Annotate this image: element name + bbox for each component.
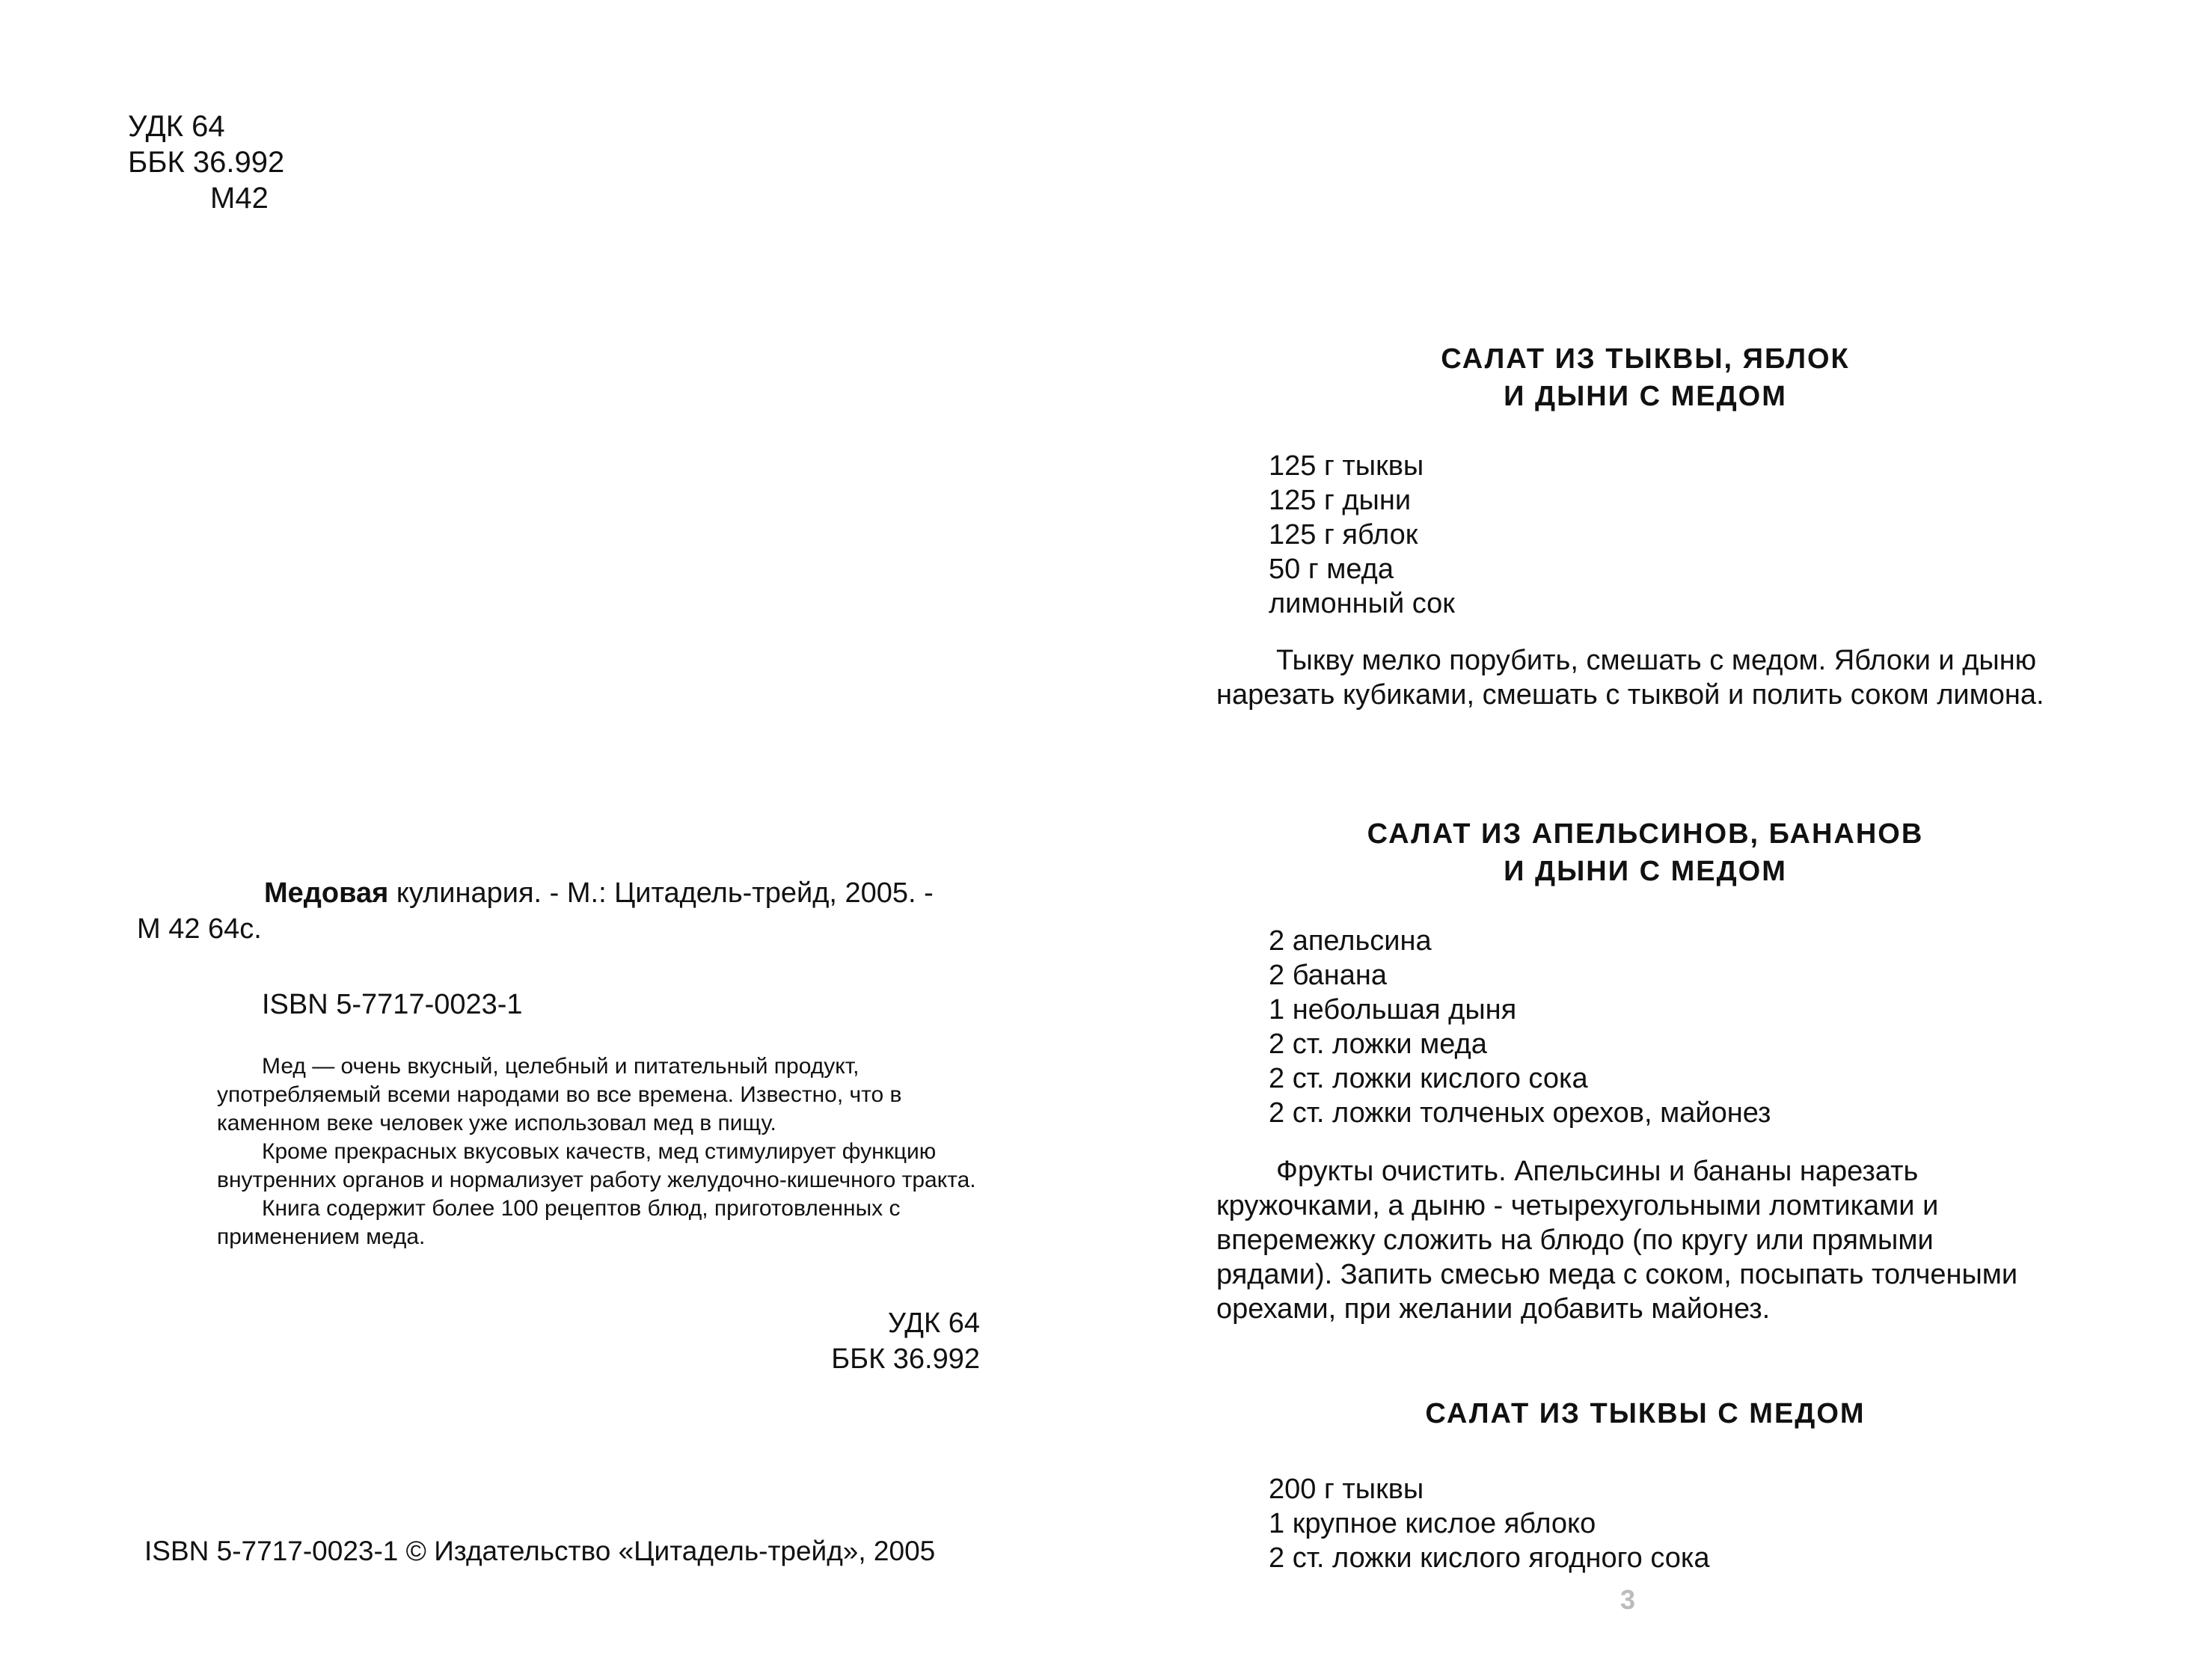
ingredient: 1 крупное кислое яблоко [1269,1508,1596,1539]
bbk-code: ББК 36.992 [128,146,285,179]
ingredient-list [1269,449,1455,621]
recipe-title: САЛАТ ИЗ АПЕЛЬСИНОВ, БАНАНОВ И ДЫНИ С МЕДОМ [1367,818,1924,887]
annotation-paragraph: Мед — очень вкусный, целебный и питательный продукт, употребляемый всеми народами во все времена. Известно, что в каменном веке человек уже использовал мед в пищу. [217,1054,902,1135]
recipe-title: САЛАТ ИЗ ТЫКВЫ С МЕДОМ [1425,1398,1866,1429]
ingredient: 125 г тыквы [1269,450,1424,482]
book-title-bold: Медовая [264,877,389,909]
ingredient: 50 г меда [1269,554,1394,585]
classification-codes [128,108,284,216]
ingredient-list [1269,924,1771,1130]
ingredient: 2 ст. ложки кислого сока [1269,1063,1588,1094]
ingredient: 2 ст. ложки толченых орехов, майонез [1269,1097,1771,1129]
ingredient: 125 г яблок [1269,519,1418,551]
annotation [217,1052,987,1251]
ingredient: 2 апельсина [1269,925,1432,957]
ingredient-list [1269,1472,1710,1575]
ingredient: лимонный сок [1269,588,1455,619]
annotation-paragraph: Кроме прекрасных вкусовых качеств, мед стимулирует функцию внутренних органов и нормализует работу желудочно-кишечного тракта. [217,1139,976,1192]
annotation-paragraph: Книга содержит более 100 рецептов блюд, приготовленных с применением меда. [217,1196,901,1249]
bbk-code-bottom: ББК 36.992 [831,1343,980,1375]
ingredient: 200 г тыквы [1269,1474,1424,1505]
ingredient: 1 небольшая дыня [1269,994,1517,1026]
ingredient: 2 ст. ложки меда [1269,1028,1487,1060]
page-number: 3 [1620,1584,1636,1615]
isbn: ISBN 5-7717-0023-1 [262,989,523,1020]
recipe-title: САЛАТ ИЗ ТЫКВЫ, ЯБЛОК И ДЫНИ С МЕДОМ [1441,343,1850,412]
biblio-line2: М 42 64с. [137,913,262,945]
biblio-rest: кулинария. - М.: Цитадель-трейд, 2005. - [388,877,934,909]
udk-code: УДК 64 [128,110,225,143]
recipe-method: Фрукты очистить. Апельсины и бананы нарезать кружочками, а дыню - четырехугольными ломтиками и вперемежку сложить на блюдо (по кругу или прямыми рядами). Запить смесью меда с соком, посыпать толчеными орехами, при желании добавить майонез. [1216,1156,2018,1325]
author-mark: М42 [210,182,269,215]
udk-code-bottom: УДК 64 [887,1307,980,1339]
ingredient: 2 ст. ложки кислого ягодного сока [1269,1542,1710,1574]
ingredient: 125 г дыни [1269,485,1412,516]
copyright-line: ISBN 5-7717-0023-1 © Издательство «Цитадель-трейд», 2005 [144,1536,936,1566]
ingredient: 2 банана [1269,960,1387,991]
bibliographic-record [137,875,997,947]
classification-codes-bottom [793,1305,980,1377]
right-page [1097,0,2194,1680]
recipe-method: Тыкву мелко порубить, смешать с медом. Яблоки и дыню нарезать кубиками, смешать с тыквой и полить соком лимона. [1216,645,2044,711]
